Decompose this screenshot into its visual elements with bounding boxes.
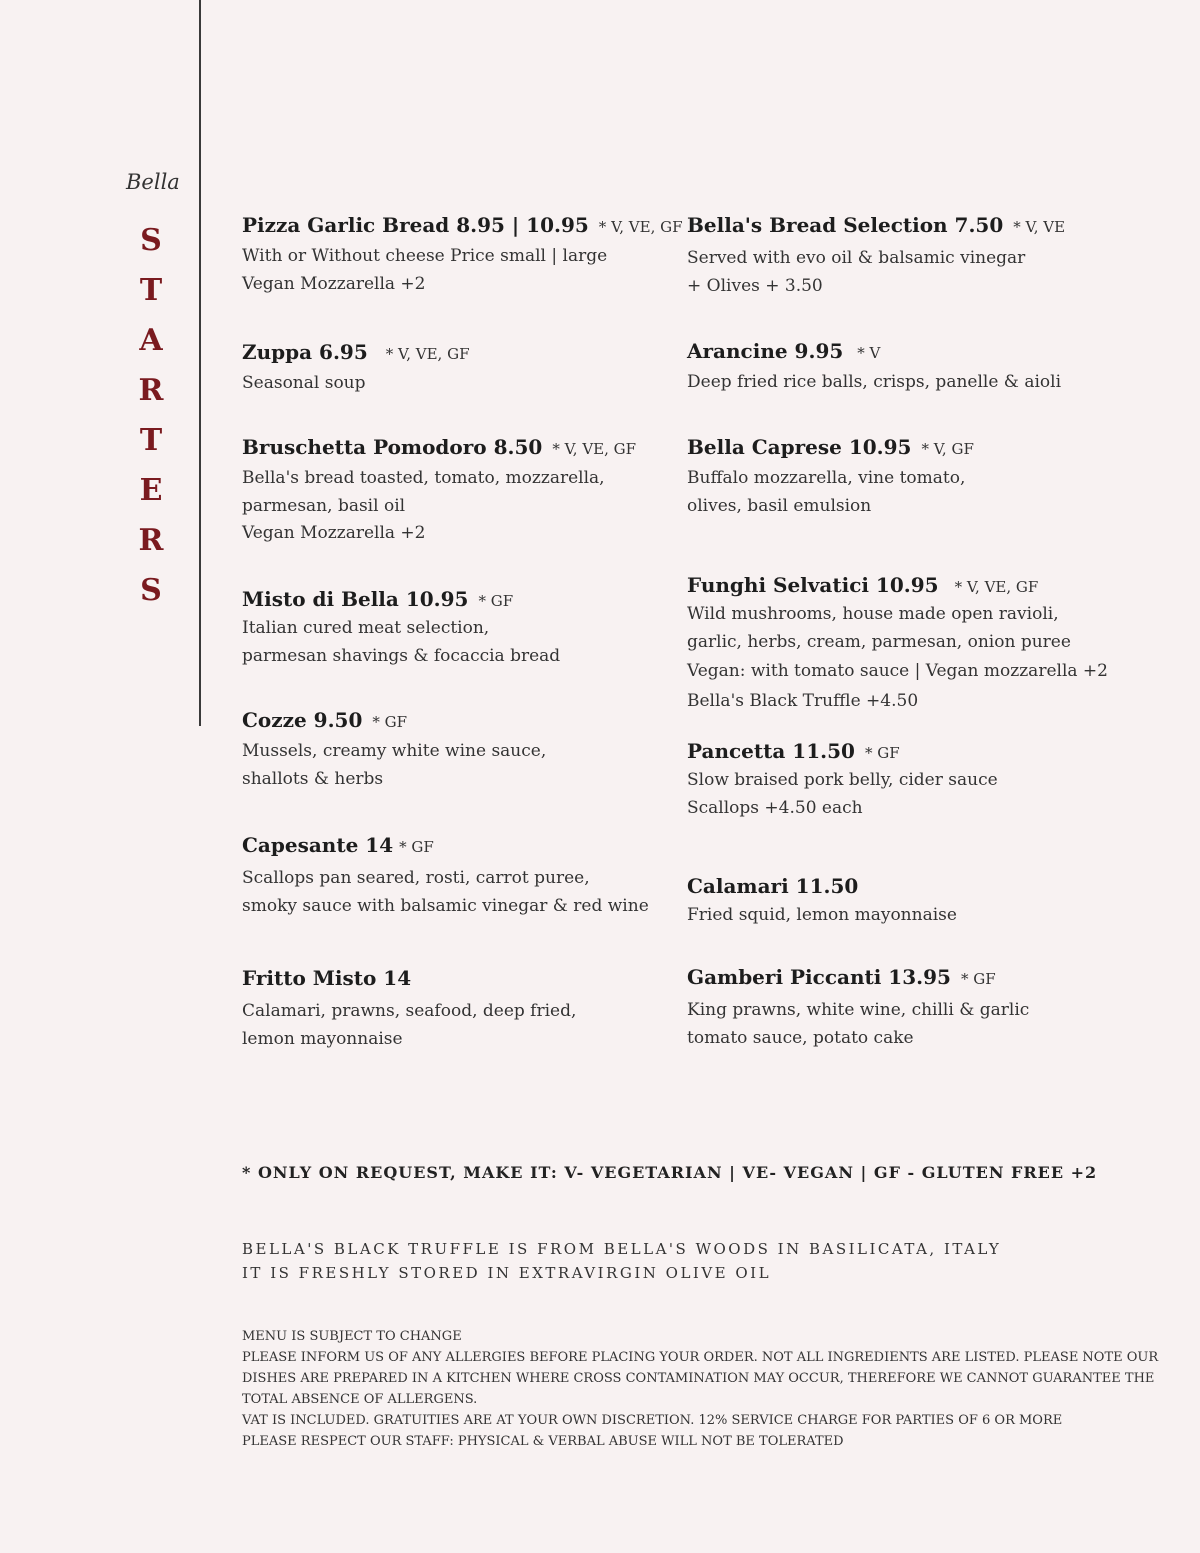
item-description: With or Without cheese Price small | large	[242, 246, 608, 266]
brand-name: Bella	[126, 170, 180, 194]
item-description: smoky sauce with balsamic vinegar & red wine	[242, 896, 649, 916]
menu-item	[242, 965, 576, 1053]
dietary-tag: * V, GF	[921, 440, 974, 458]
item-description: parmesan, basil oil	[242, 496, 406, 516]
dietary-tag: * V, VE, GF	[598, 218, 683, 236]
item-description: Wild mushrooms, house made open ravioli,	[687, 604, 1059, 624]
fine-print-line: PLEASE RESPECT OUR STAFF: PHYSICAL & VERBAL ABUSE WILL NOT BE TOLERATED	[242, 1434, 844, 1449]
dietary-tag: * V	[857, 344, 881, 362]
item-title: Bella Caprese 10.95	[687, 435, 912, 459]
menu-item	[687, 338, 1061, 396]
menu-item	[687, 873, 957, 929]
dietary-tag: * V, VE	[1013, 218, 1066, 236]
truffle-note-line: BELLA'S BLACK TRUFFLE IS FROM BELLA'S WOODS IN BASILICATA, ITALY	[242, 1240, 1002, 1258]
menu-item	[242, 586, 560, 670]
menu-item	[687, 212, 1065, 300]
menu-item	[242, 832, 649, 920]
truffle-note-line: IT IS FRESHLY STORED IN EXTRAVIRGIN OLIVE OIL	[242, 1264, 772, 1282]
item-description: King prawns, white wine, chilli & garlic	[687, 1000, 1030, 1020]
item-title: Bella's Bread Selection 7.50	[687, 213, 1004, 237]
item-description: garlic, herbs, cream, parmesan, onion puree	[687, 632, 1071, 652]
menu-item	[242, 212, 683, 298]
item-description: Bella's Black Truffle +4.50	[687, 691, 919, 711]
menu-item	[687, 964, 1029, 1052]
item-title: Fritto Misto 14	[242, 966, 412, 990]
item-description: Deep fried rice balls, crisps, panelle & aioli	[687, 372, 1062, 392]
dietary-tag: * GF	[960, 970, 996, 988]
item-description: Buffalo mozzarella, vine tomato,	[687, 468, 966, 488]
item-description: Vegan: with tomato sauce | Vegan mozzarella +2	[687, 661, 1108, 681]
item-title: Pancetta 11.50	[687, 739, 855, 763]
item-description: Vegan Mozzarella +2	[242, 274, 426, 294]
item-description: Italian cured meat selection,	[242, 618, 490, 638]
section-letter: S	[140, 223, 162, 258]
dietary-tag: * GF	[478, 592, 514, 610]
section-letter: A	[139, 323, 163, 358]
menu-item	[242, 339, 469, 397]
menu-item	[687, 434, 974, 520]
item-title: Calamari 11.50	[687, 874, 859, 898]
item-description: olives, basil emulsion	[687, 496, 872, 516]
item-description: Vegan Mozzarella +2	[242, 523, 426, 543]
section-letter: R	[138, 523, 164, 558]
item-description: tomato sauce, potato cake	[687, 1028, 914, 1048]
section-letter: E	[139, 473, 163, 508]
item-title: Gamberi Piccanti 13.95	[687, 965, 951, 989]
item-title: Pizza Garlic Bread 8.95 | 10.95	[242, 213, 589, 237]
section-title-starters	[139, 224, 164, 624]
fine-print	[242, 1326, 1162, 1452]
truffle-note	[242, 1237, 1001, 1285]
item-description: + Olives + 3.50	[687, 276, 823, 296]
item-title: Misto di Bella 10.95	[242, 587, 469, 611]
section-letter: T	[139, 423, 163, 458]
fine-print-line: VAT IS INCLUDED. GRATUITIES ARE AT YOUR OWN DISCRETION. 12% SERVICE CHARGE FOR PARTIES OF 6 OR MORE	[242, 1413, 1063, 1428]
item-title: Zuppa 6.95	[242, 340, 368, 364]
dietary-note: * ONLY ON REQUEST, MAKE IT: V- VEGETARIAN | VE- VEGAN | GF - GLUTEN FREE +2	[242, 1163, 1098, 1182]
menu-item	[242, 707, 546, 793]
dietary-tag: * GF	[399, 838, 434, 856]
dietary-tag: * GF	[864, 744, 900, 762]
section-letter: T	[139, 273, 163, 308]
item-description: shallots & herbs	[242, 769, 384, 789]
item-title: Funghi Selvatici 10.95	[687, 573, 939, 597]
dietary-tag: * V, VE, GF	[552, 440, 637, 458]
section-letter: S	[140, 573, 162, 608]
dietary-tag: * V, VE, GF	[385, 345, 470, 363]
fine-print-line: PLEASE INFORM US OF ANY ALLERGIES BEFORE PLACING YOUR ORDER. NOT ALL INGREDIENTS ARE LISTED. PLEASE NOTE OUR DISHES ARE PREPARED IN A KITCHEN WHERE CROSS CONTAMINATION MAY OCCUR, THEREFORE WE CANNOT GUARANTEE THE TOTAL ABSENCE OF ALLERGENS.	[242, 1350, 1159, 1407]
item-description: parmesan shavings & focaccia bread	[242, 646, 561, 666]
item-title: Arancine 9.95	[687, 339, 844, 363]
item-description: Seasonal soup	[242, 373, 366, 393]
dietary-tag: * GF	[372, 713, 408, 731]
item-title: Capesante 14	[242, 833, 394, 857]
item-description: Bella's bread toasted, tomato, mozzarella,	[242, 468, 605, 488]
section-letter: R	[138, 373, 164, 408]
dietary-tag: * V, VE, GF	[954, 578, 1039, 596]
fine-print-line: MENU IS SUBJECT TO CHANGE	[242, 1329, 462, 1344]
item-description: Mussels, creamy white wine sauce,	[242, 741, 547, 761]
item-description: Scallops +4.50 each	[687, 798, 863, 818]
item-description: Served with evo oil & balsamic vinegar	[687, 248, 1026, 268]
item-description: Slow braised pork belly, cider sauce	[687, 770, 998, 790]
item-title: Bruschetta Pomodoro 8.50	[242, 435, 543, 459]
menu-item	[687, 572, 1108, 715]
menu-item	[687, 738, 998, 822]
item-title: Cozze 9.50	[242, 708, 363, 732]
item-description: lemon mayonnaise	[242, 1029, 403, 1049]
item-description: Calamari, prawns, seafood, deep fried,	[242, 1001, 577, 1021]
menu-item	[242, 434, 636, 546]
vertical-divider	[199, 0, 201, 726]
item-description: Scallops pan seared, rosti, carrot puree,	[242, 868, 590, 888]
item-description: Fried squid, lemon mayonnaise	[687, 905, 957, 925]
